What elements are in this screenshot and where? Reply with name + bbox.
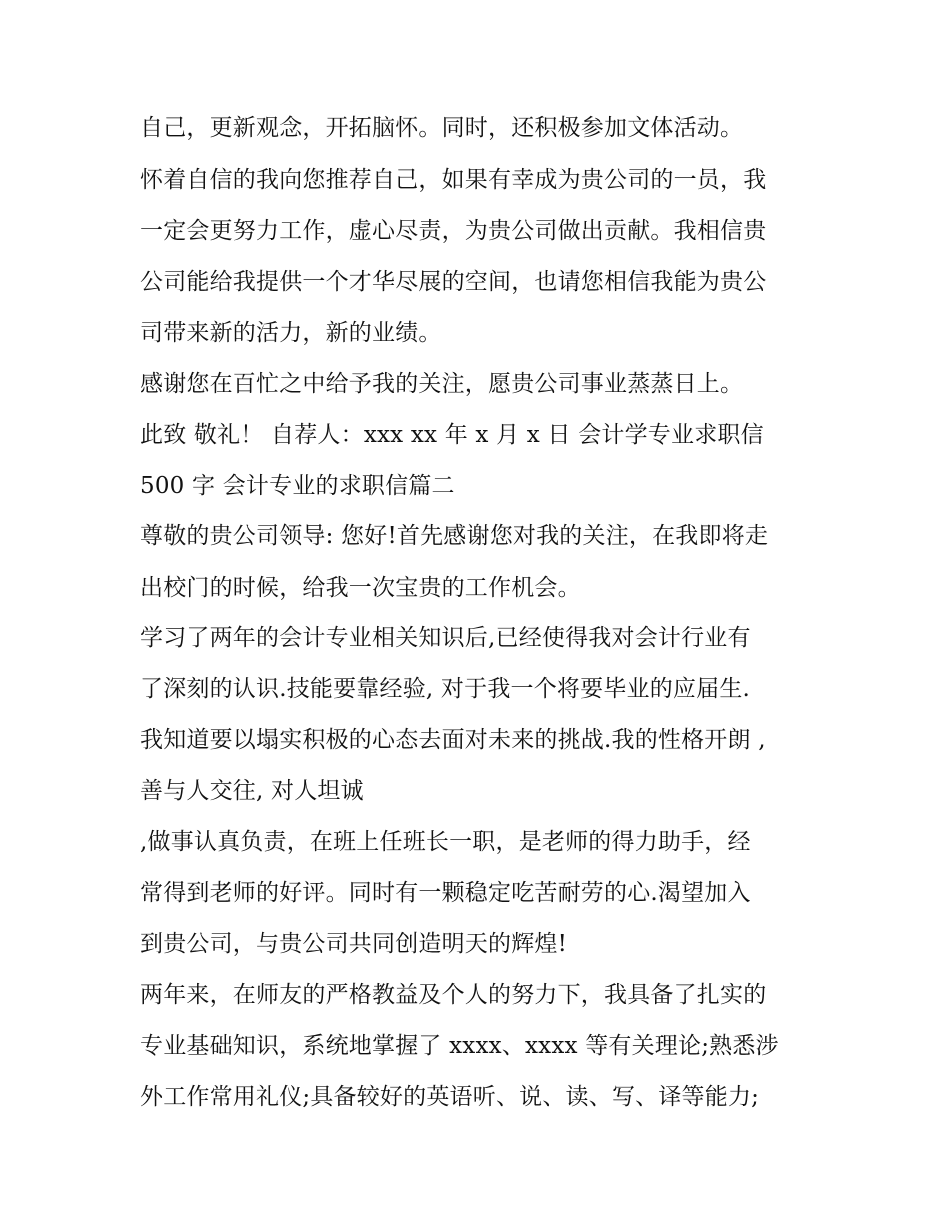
text-line: 专业基础知识，系统地掌握了 xxxx、xxxx 等有关理论;熟悉涉 [140,1033,779,1059]
text-line: 司带来新的活力，新的业绩。 [140,320,442,346]
text-line: 外工作常用礼仪;具备较好的英语听、说、读、写、译等能力; [140,1084,760,1110]
text-line: 学习了两年的会计专业相关知识后,已经使得我对会计行业有 [140,625,751,651]
text-line: 两年来，在师友的严格教益及个人的努力下，我具备了扎实的 [140,982,767,1008]
text-line: 500 字 会计专业的求职信篇二 [140,473,455,499]
text-line: 此致 敬礼！ 自荐人：xxx xx 年 x 月 x 日 会计学专业求职信 [140,422,764,448]
text-line: 尊敬的贵公司领导: 您好!首先感谢您对我的关注，在我即将走 [140,523,769,549]
text-line: 常得到老师的好评。同时有一颗稳定吃苦耐劳的心.渴望加入 [140,880,751,906]
text-line: 怀着自信的我向您推荐自己，如果有幸成为贵公司的一员，我 [140,167,767,193]
text-line: 一定会更努力工作，虚心尽责，为贵公司做出贡献。我相信贵 [140,218,767,244]
text-line: 自己，更新观念，开拓脑怀。同时，还积极参加文体活动。 [140,115,744,141]
text-line: 公司能给我提供一个才华尽展的空间，也请您相信我能为贵公 [140,269,767,295]
text-line: 感谢您在百忙之中给予我的关注，愿贵公司事业蒸蒸日上。 [140,371,744,397]
text-line: 善与人交往, 对人坦诚 [140,778,364,804]
text-line: ,做事认真负责，在班上任班长一职，是老师的得力助手，经 [140,829,751,855]
text-line: 到贵公司，与贵公司共同创造明天的辉煌! [140,931,568,957]
text-line: 出校门的时候，给我一次宝贵的工作机会。 [140,575,581,601]
text-line: 了深刻的认识.技能要靠经验, 对于我一个将要毕业的应届生. [140,676,751,702]
text-line: 我知道要以塌实积极的心态去面对未来的挑战.我的性格开朗 , [140,727,766,753]
